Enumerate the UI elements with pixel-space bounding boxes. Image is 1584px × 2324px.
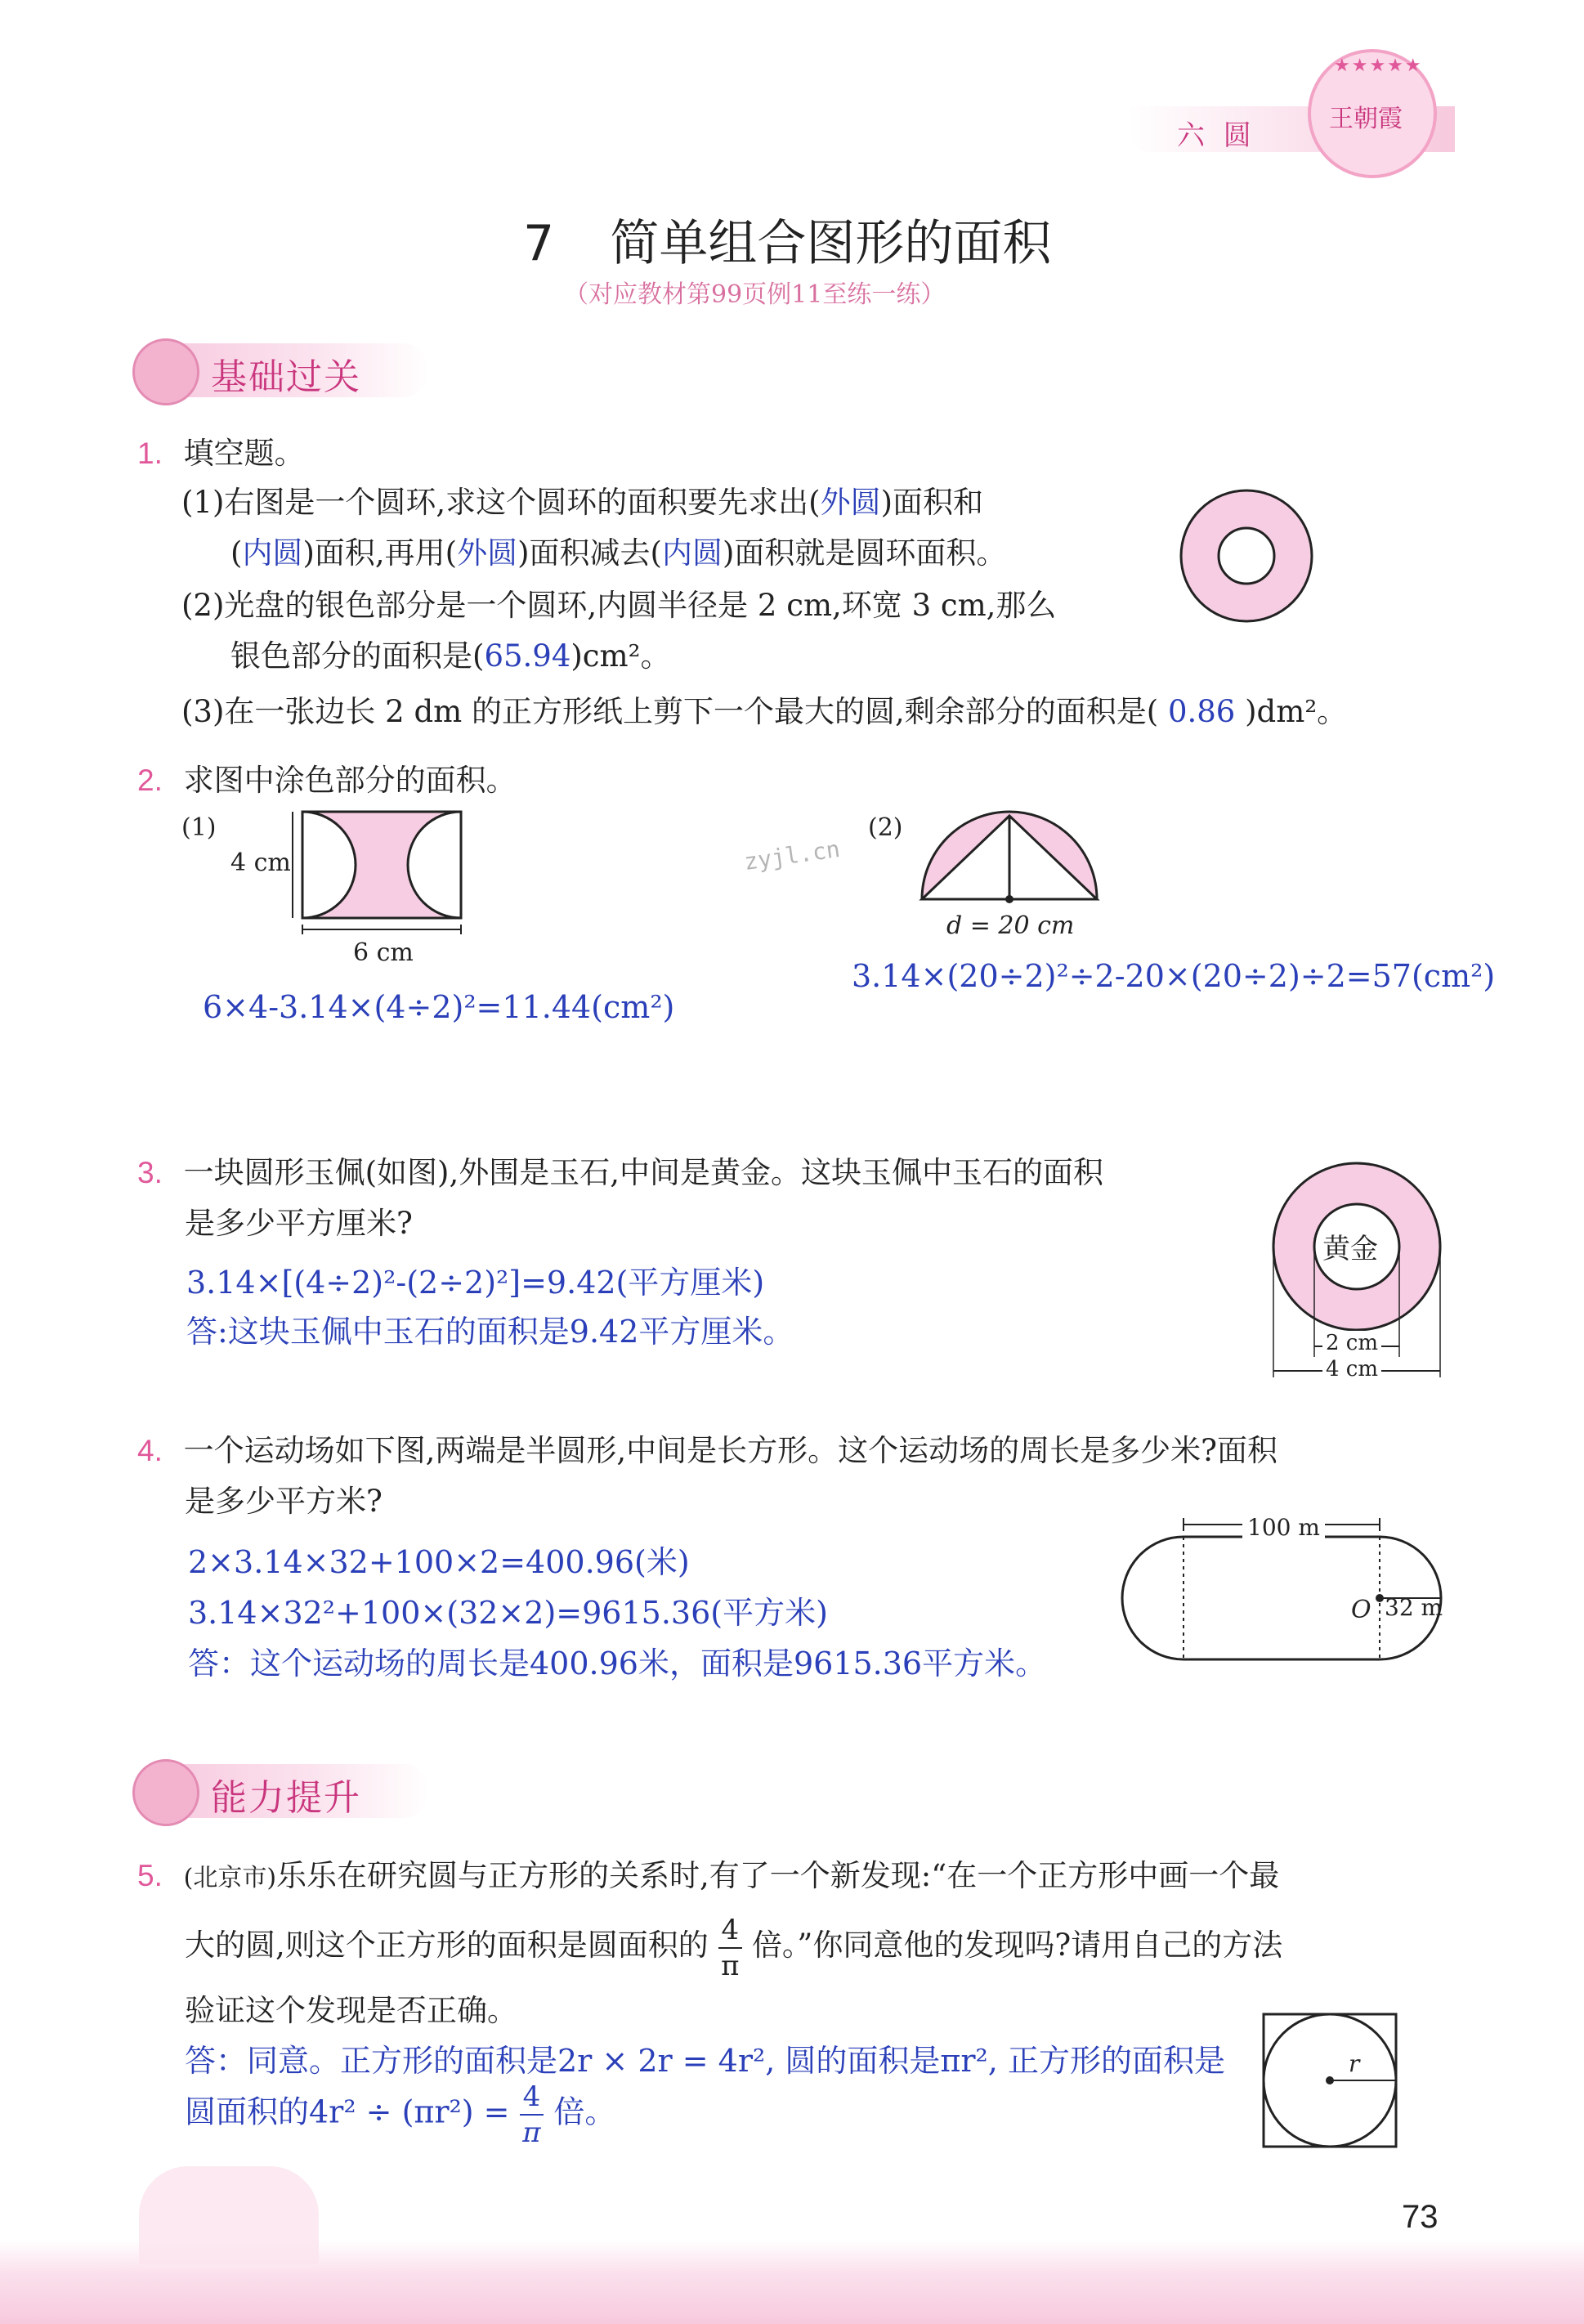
q1-prompt: 填空题。 (183, 436, 305, 471)
title-text: 简单组合图形的面积 (610, 215, 1052, 272)
square-circle-figure (1260, 2011, 1399, 2150)
page-subtitle: （对应教材第99页例11至练一练） (564, 280, 946, 309)
q4-line2: 是多少平方米? (185, 1484, 383, 1519)
q1-part2-line2 (230, 636, 670, 677)
stadium-center-label: O (1351, 1596, 1371, 1624)
text: 倍。”你同意他的发现吗?请用自己的方法 (751, 1928, 1283, 1963)
stadium-length-label: 100 m (1242, 1514, 1325, 1541)
fig1-height-label: 4 cm (230, 849, 291, 877)
q5-line1 (137, 1856, 1279, 1899)
answer-1: 外圆 (820, 485, 881, 520)
text: )面积减去( (517, 535, 662, 571)
fraction-denominator: π (721, 1949, 740, 1982)
section-title-basic: 基础过关 (211, 356, 361, 398)
rect-semicircles-figure (286, 805, 474, 944)
fig2-diameter-label: d = 20 cm (946, 911, 1075, 940)
watermark: zyjl.cn (742, 835, 842, 876)
title-number: 7 (523, 215, 555, 272)
fraction-numerator: 4 (718, 1916, 743, 1949)
fraction (718, 1913, 743, 1982)
radius-label: r (1349, 2050, 1360, 2077)
footer-decoration (139, 2166, 319, 2264)
q1-header (137, 433, 305, 474)
text: )面积就是圆环面积。 (722, 535, 1007, 571)
mascot-icon (132, 1759, 199, 1826)
answer-6: 0.86 (1158, 694, 1246, 729)
q5-line3: 验证这个发现是否正确。 (185, 1993, 517, 2028)
semicircle-triangle-figure (915, 809, 1103, 907)
q2-answer-1: 6×4-3.14×(4÷2)²=11.44(cm²) (203, 989, 675, 1025)
answer-3: 外圆 (457, 535, 518, 571)
text: )dm²。 (1245, 694, 1348, 729)
q5-number: 5. (137, 1859, 163, 1892)
pendant-inner-label: 2 cm (1322, 1331, 1381, 1355)
text: (1)右图是一个圆环,求这个圆环的面积要先求出( (181, 485, 821, 520)
stadium-radius-label: 32 m (1385, 1594, 1443, 1621)
text: )cm²。 (571, 638, 671, 674)
fraction (520, 2080, 544, 2149)
text: 银色部分的面积是( (230, 638, 485, 674)
text: )面积和 (880, 485, 984, 520)
text: 大的圆,则这个正方形的面积是圆面积的 (185, 1928, 709, 1963)
text: 圆面积的4r² ÷ (πr²) = (185, 2093, 520, 2130)
q1-part1-line1 (181, 482, 983, 523)
star-icons: ★★★★★ (1334, 56, 1423, 76)
fig2-label: (2) (868, 813, 903, 842)
q4-line1 (137, 1431, 1277, 1471)
page-number: 73 (1402, 2199, 1439, 2235)
q1-part3 (181, 692, 1347, 732)
answer-2: 内圆 (242, 535, 303, 571)
text: 一块圆形玉佩(如图),外围是玉石,中间是黄金。这块玉佩中玉石的面积 (183, 1155, 1104, 1190)
q1-number: 1. (137, 437, 163, 470)
text: (3)在一张边长 2 dm 的正方形纸上剪下一个最大的圆,剩余部分的面积是( (181, 694, 1159, 729)
q5-source: (北京市) (183, 1864, 277, 1892)
fig1-label: (1) (181, 813, 217, 842)
logo-badge (1308, 49, 1437, 178)
q5-answer-2 (185, 2080, 616, 2149)
q2-answer-2: 3.14×(20÷2)²÷2-20×(20÷2)÷2=57(cm²) (852, 958, 1496, 994)
q3-answer-2: 答:这块玉佩中玉石的面积是9.42平方厘米。 (186, 1314, 794, 1350)
fig1-width-label: 6 cm (353, 938, 414, 967)
q5-line2 (185, 1913, 1282, 1980)
logo-text: 王朝霞 (1329, 105, 1403, 133)
fraction-numerator: 4 (520, 2083, 544, 2116)
pendant-outer-label: 4 cm (1322, 1357, 1381, 1381)
unit-label: 六 圆 (1177, 119, 1256, 152)
q4-answer-2: 3.14×32²+100×(32×2)=9615.36(平方米) (188, 1595, 828, 1631)
fraction-denominator: π (522, 2116, 541, 2149)
q4-number: 4. (137, 1434, 163, 1467)
text: 一个运动场如下图,两端是半圆形,中间是长方形。这个运动场的周长是多少米?面积 (183, 1433, 1277, 1468)
section-title-advanced: 能力提升 (211, 1777, 361, 1819)
q1-part2-line1: (2)光盘的银色部分是一个圆环,内圆半径是 2 cm,环宽 3 cm,那么 (181, 588, 1057, 623)
q3-line2: 是多少平方厘米? (185, 1206, 413, 1241)
answer-5: 65.94 (484, 638, 571, 674)
text: ( (230, 535, 243, 571)
q4-answer-1: 2×3.14×32+100×2=400.96(米) (188, 1544, 690, 1580)
text: 倍。 (553, 2093, 616, 2130)
q3-answer-1: 3.14×[(4÷2)²-(2÷2)²]=9.42(平方厘米) (186, 1265, 765, 1301)
answer-4: 内圆 (661, 535, 723, 571)
q2-number: 2. (137, 763, 163, 797)
mascot-icon (132, 338, 199, 405)
q4-answer-3: 答：这个运动场的周长是400.96米，面积是9615.36平方米。 (188, 1646, 1047, 1681)
ring-figure (1177, 486, 1316, 625)
q3-number: 3. (137, 1156, 163, 1189)
q2-prompt: 求图中涂色部分的面积。 (183, 763, 517, 798)
text: 乐乐在研究圆与正方形的关系时,有了一个新发现:“在一个正方形中画一个最 (276, 1858, 1280, 1893)
q5-answer-1: 答：同意。正方形的面积是2r × 2r = 4r², 圆的面积是πr², 正方形的面积是 (185, 2043, 1225, 2079)
pendant-center-label: 黄金 (1322, 1233, 1378, 1265)
q3-line1 (137, 1153, 1103, 1193)
page-title (523, 204, 1051, 275)
q2-header (137, 760, 517, 801)
q1-part1-line2 (230, 533, 1006, 574)
text: )面积,再用( (302, 535, 458, 571)
